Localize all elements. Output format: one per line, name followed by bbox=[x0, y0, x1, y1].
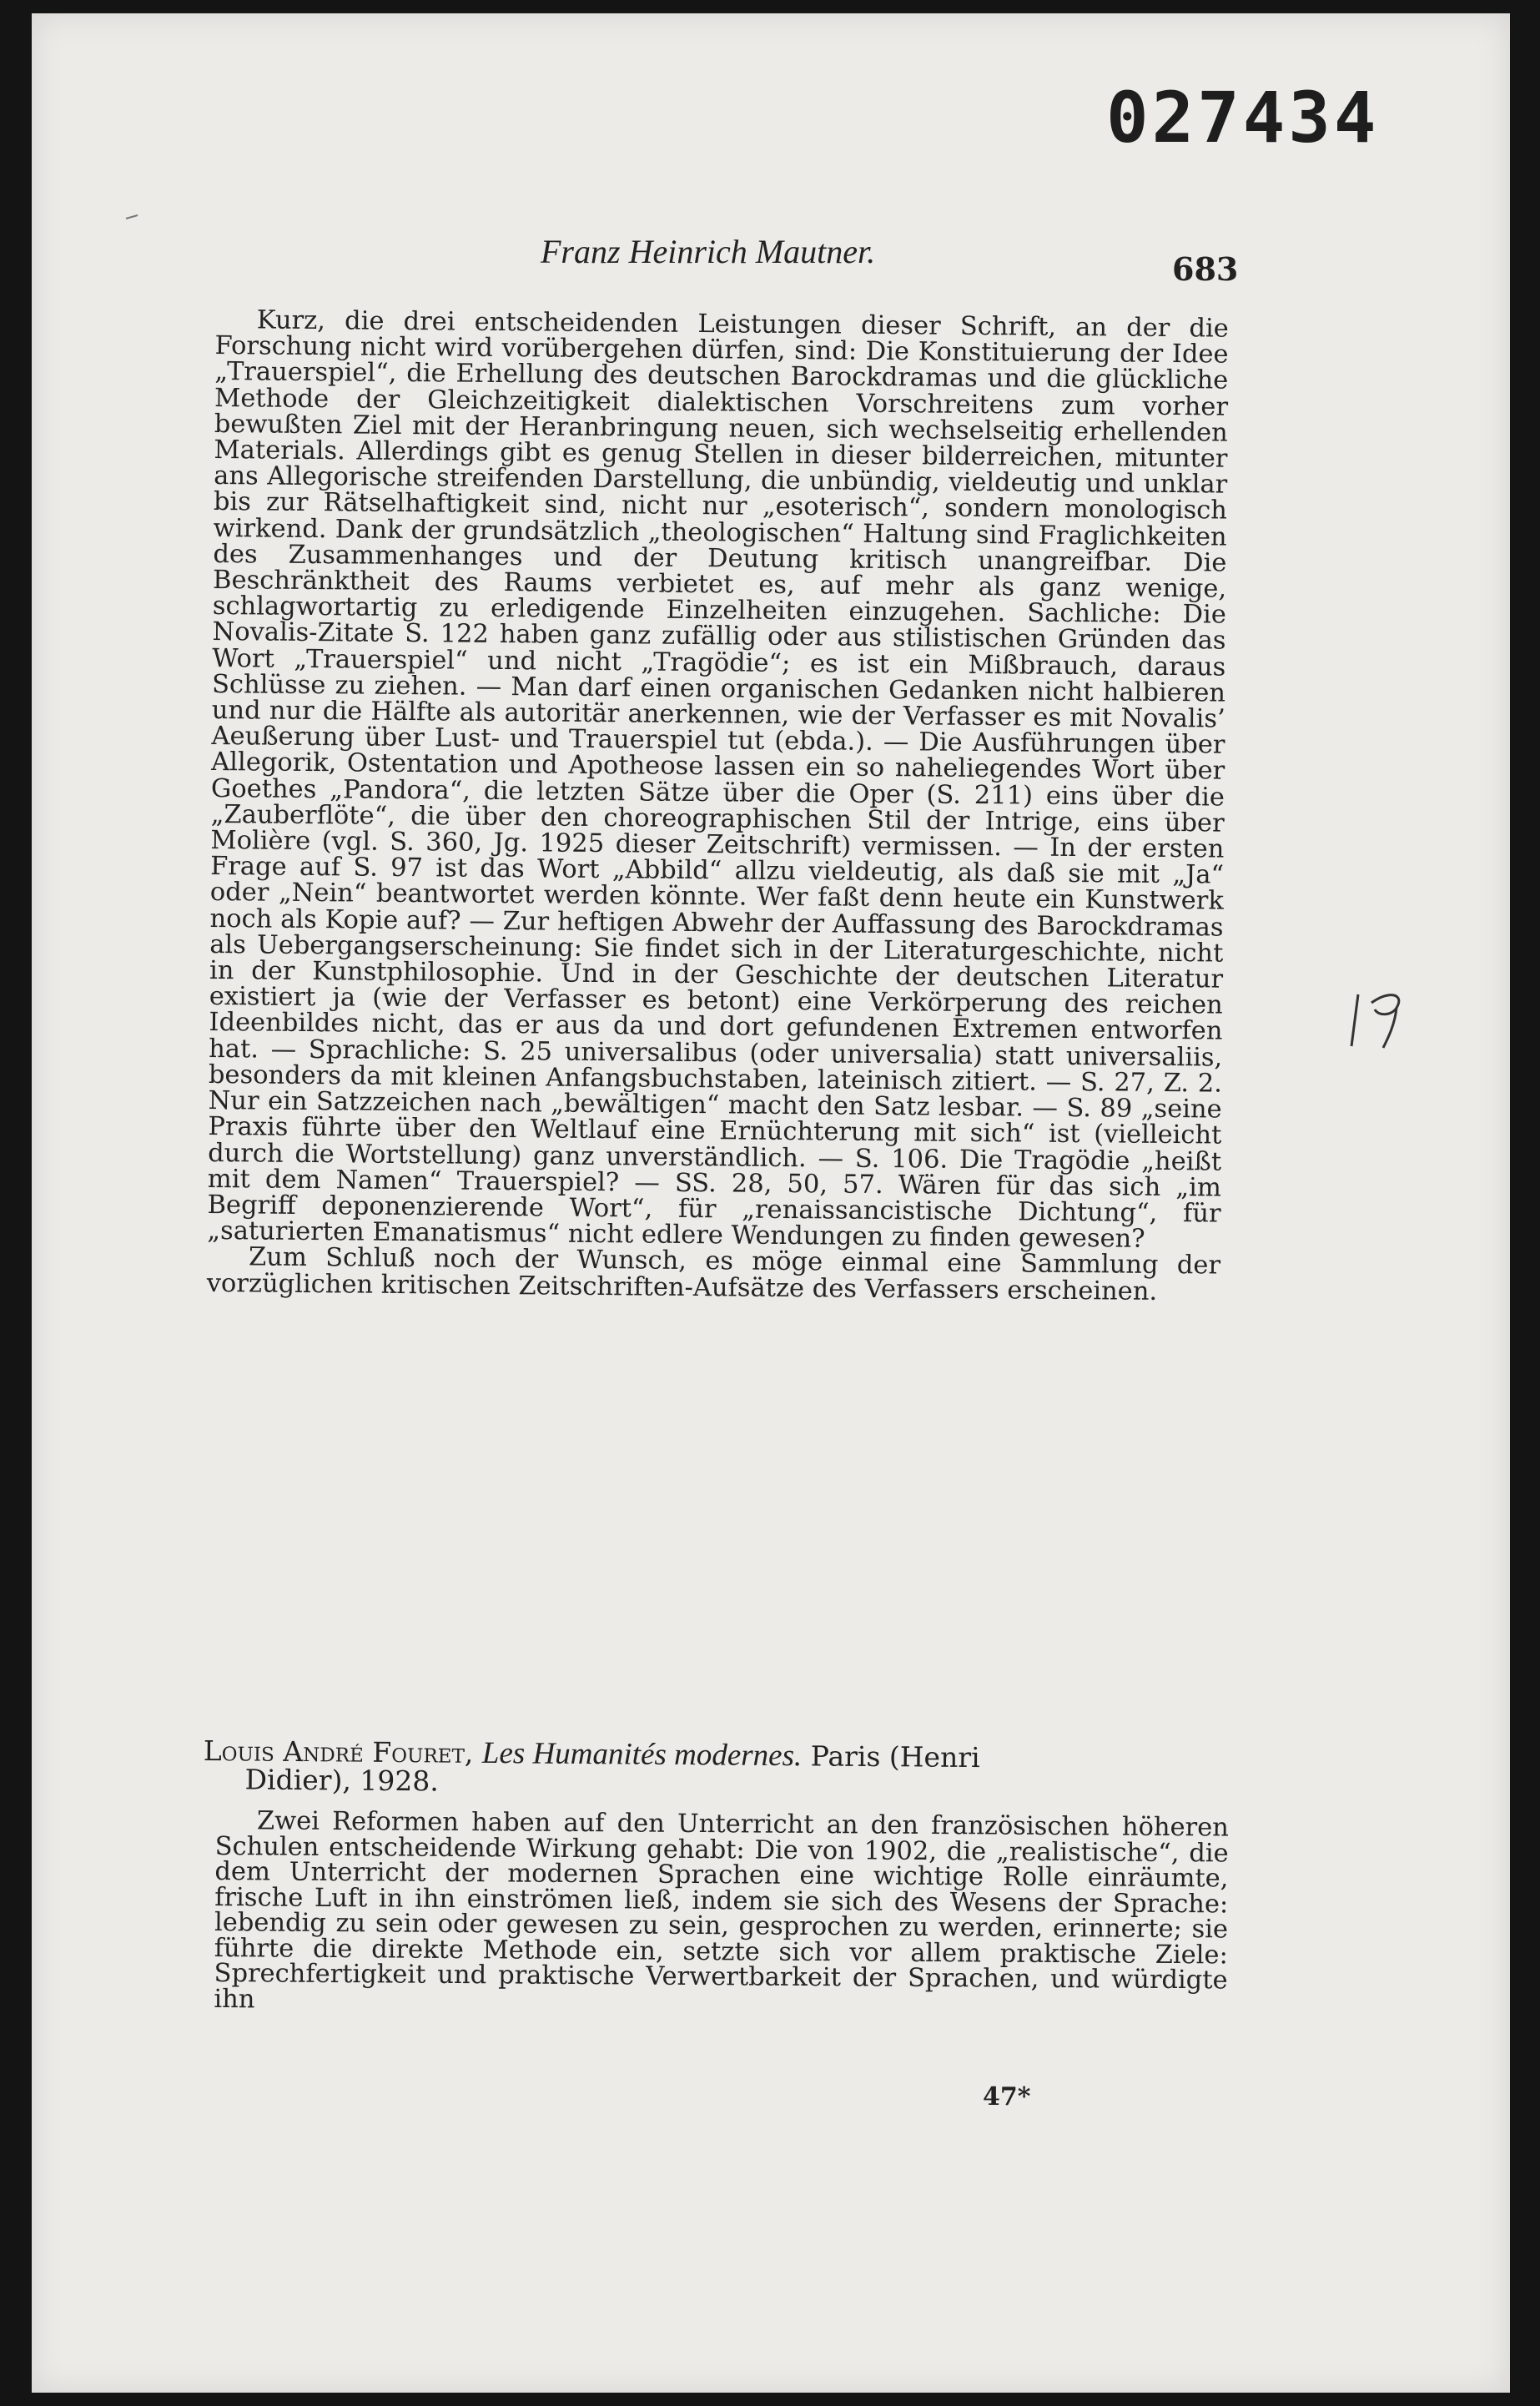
citation-title: Les Humanités modernes. bbox=[481, 1735, 803, 1774]
book-citation bbox=[203, 1734, 1230, 1803]
review-body bbox=[207, 307, 1229, 1305]
scanned-page bbox=[32, 13, 1510, 2393]
second-review-body bbox=[214, 1806, 1229, 2019]
second-review-paragraph: Zwei Reformen haben auf den Unterricht an den französischen höheren Schulen entscheidende Wirkung gehabt: Die von 1902, die „realistische“, die dem Unterricht der modernen Sprachen eine wichtige Rolle einräumte, frische Luft in ihn einströmen ließ, indem sie sich des Wesens der Sprache: lebendig zu sein oder gewesen zu sein, gesprochen zu werden, erinnerte; sie führte die direkte Methode ein, setzte sich vor allem praktische Ziele: Sprechfertigkeit und praktische Verwertbarkeit der Sprachen, und würdigte ihn bbox=[214, 1806, 1229, 2014]
citation-publisher-year: Didier), 1928. bbox=[244, 1763, 440, 1798]
review-paragraph: Kurz, die drei entscheidenden Leistungen dieser Schrift, an der die Forschung nicht wird vorübergehen dürfen, sind: Die Konstituierung der Idee „Trauerspiel“, die Erhellung des deutschen Barockdramas und die glückliche Methode der Gleichzeitigkeit dialektischen Vorschreitens zum vorher bewußten Ziel mit der Heranbringung neuen, sich wechselseitig erhellenden Materials. Allerdings gibt es genug Stellen in dieser bilderreichen, mitunter ans Allegorische streifenden Darstellung, die unbündig, vieldeutig und unklar bis zur Rätselhaftigkeit sind, nicht nur „esoterisch“, sondern monologisch wirkend. Dank der grundsätzlich „theologischen“ Haltung sind Fraglichkeiten des Zusammenhanges und der Deutung kritisch unangreifbar. Die Beschränktheit des Raums verbietet es, auf mehr als ganz wenige, schlagwortartig zu erledigende Einzelheiten einzugehen. Sachliche: Die Novalis-Zitate S. 122 haben ganz zufällig oder aus stilistischen Gründen das Wort „Trauerspiel“ und nicht „Tragödie“; es ist ein Mißbrauch, daraus Schlüsse zu ziehen. — Man darf einen organischen Gedanken nicht halbieren und nur die Hälfte als autoritär anerkennen, wie der Verfasser es mit Novalis’ Aeußerung über Lust- und Trauerspiel tut (ebda.). — Die Ausführungen über Allegorik, Ostentation und Apotheose lassen ein so naheliegendes Wort über Goethes „Pandora“, die letzten Sätze über die Oper (S. 211) eins über die „Zauberflöte“, die über den choreographischen Stil der Intrige, eins über Molière (vgl. S. 360, Jg. 1925 dieser Zeitschrift) vermissen. — In der ersten Frage auf S. 97 ist das Wort „Abbild“ allzu vieldeutig, als daß sie mit „Ja“ oder „Nein“ beantwortet werden könnte. Wer faßt denn heute ein Kunstwerk noch als Kopie auf? — Zur heftigen Abwehr der Auffassung des Barockdramas als Uebergangserscheinung: Sie findet sich in der Literaturgeschichte, nicht in der Kunstphilosophie. Und in der Geschichte der deutschen Literatur existiert ja (wie der Verfasser es betont) eine Verkörperung des reichen Ideenbildes nicht, das er aus da und dort gefundenen Extremen entworfen hat. — Sprachliche: S. 25 universalibus (oder universalia) statt universaliis, besonders da mit kleinen Anfangsbuchstaben, lateinisch zitiert. — S. 27, Z. 2. Nur ein Satzzeichen nach „bewältigen“ macht den Satz lesbar. — S. 89 „seine Praxis führte über den Weltlauf eine Ernüchterung mit sich“ ist (vielleicht durch die Wortstellung) ganz unverständlich. — S. 106. Die Tragödie „heißt mit dem Namen“ Trauerspiel? — SS. 28, 50, 57. Wären für das sich „im Begriff deponenzierende Wort“, für „renaissancistische Dichtung“, für „saturierten Emanatismus“ nicht edlere Wendungen zu finden gewesen? bbox=[207, 305, 1229, 1254]
archive-number: 027434 bbox=[1106, 77, 1380, 159]
citation-author: Louis André Fouret, bbox=[203, 1734, 474, 1769]
page-number: 683 bbox=[1172, 250, 1239, 288]
margin-tick-mark bbox=[125, 214, 138, 220]
printer-signature: 47* bbox=[983, 2082, 1031, 2112]
review-closing-paragraph: Zum Schluß noch der Wunsch, es möge einmal eine Sammlung der vorzüglichen kritischen Zeitschriften-Aufsätze des Verfassers erscheinen. bbox=[206, 1242, 1221, 1306]
handwritten-pencil-mark bbox=[1346, 988, 1413, 1049]
running-head: Franz Heinrich Mautner. bbox=[541, 233, 876, 270]
citation-place: Paris (Henri bbox=[810, 1739, 980, 1774]
